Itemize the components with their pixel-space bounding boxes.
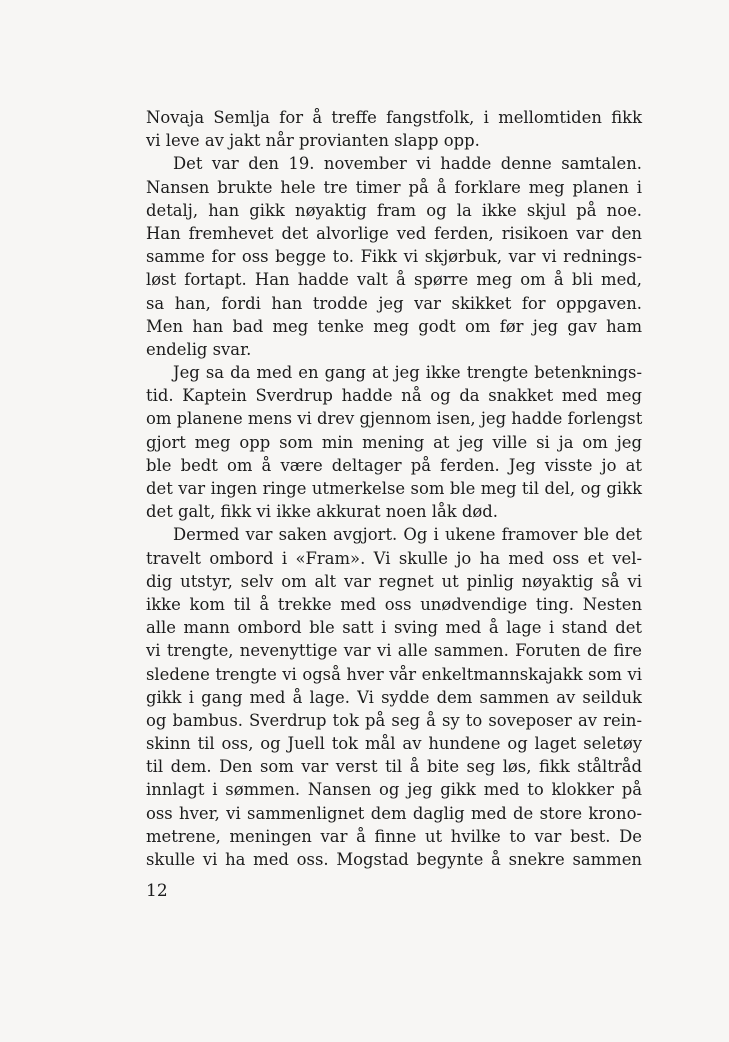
text-line: om planene mens vi drev gjennom isen, jeg hadde forlengst xyxy=(146,409,643,429)
text-line: travelt ombord i «Fram». Vi skulle jo ha med oss et vel- xyxy=(146,548,642,568)
text-line: innlagt i sømmen. Nansen og jeg gikk med to klokker på xyxy=(146,780,642,800)
paragraph xyxy=(146,152,642,361)
text-line: gjort meg opp som min mening at jeg ville si ja om jeg xyxy=(146,432,642,452)
paragraph xyxy=(146,523,642,871)
paragraph xyxy=(146,361,642,523)
text-line: Nansen brukte hele tre timer på å forklare meg planen i xyxy=(146,177,642,197)
text-line: Men han bad meg tenke meg godt om før jeg gav ham xyxy=(146,316,642,336)
text-line: Han fremhevet det alvorlige ved ferden, risikoen var den xyxy=(146,223,642,243)
text-line: samme for oss begge to. Fikk vi skjørbuk, var vi rednings- xyxy=(146,247,642,267)
text-line: gikk i gang med å lage. Vi sydde dem sammen av seilduk xyxy=(146,687,642,707)
text-line: og bambus. Sverdrup tok på seg å sy to soveposer av rein- xyxy=(146,710,642,730)
text-line: oss hver, vi sammenlignet dem daglig med de store krono- xyxy=(146,803,642,823)
text-line: skulle vi ha med oss. Mogstad begynte å snekre sammen xyxy=(146,850,642,869)
text-line: til dem. Den som var verst til å bite seg løs, fikk ståltråd xyxy=(146,757,642,777)
text-line: vi trengte, nevenyttige var vi alle sammen. Foruten de fire xyxy=(146,641,642,661)
text-line: Jeg sa da med en gang at jeg ikke trengte betenknings- xyxy=(173,363,642,383)
text-line: sa han, fordi han trodde jeg var skikket for oppgaven. xyxy=(146,293,642,313)
text-line: Det var den 19. november vi hadde denne samtalen. xyxy=(173,154,642,174)
paragraph xyxy=(146,106,642,152)
text-line: Dermed var saken avgjort. Og i ukene framover ble det xyxy=(173,525,642,545)
text-line: Novaja Semlja for å treffe fangstfolk, i mellomtiden fikk xyxy=(146,108,642,127)
text-line: sledene trengte vi også hver vår enkeltmannskajakk som vi xyxy=(146,664,642,684)
text-line: dig utstyr, selv om alt var regnet ut pinlig nøyaktig så vi xyxy=(146,571,642,591)
text-line: metrene, meningen var å finne ut hvilke to var best. De xyxy=(146,826,642,846)
text-line: endelig svar. xyxy=(146,339,252,359)
text-line: vi leve av jakt når provianten slapp opp. xyxy=(146,131,480,151)
text-line: tid. Kaptein Sverdrup hadde nå og da snakket med meg xyxy=(146,386,642,406)
text-line: ikke kom til å trekke med oss unødvendige ting. Nesten xyxy=(146,594,642,614)
text-line: det var ingen ringe utmerkelse som ble meg til del, og gikk xyxy=(146,479,642,498)
text-line: detalj, han gikk nøyaktig fram og la ikke skjul på noe. xyxy=(146,200,642,220)
text-line: skinn til oss, og Juell tok mål av hundene og laget seletøy xyxy=(146,734,642,754)
text-line: det galt, fikk vi ikke akkurat noen låk død. xyxy=(146,502,498,522)
page-number: 12 xyxy=(146,881,168,901)
text-line: løst fortapt. Han hadde valt å spørre meg om å bli med, xyxy=(146,270,642,290)
text-line: ble bedt om å være deltager på ferden. Jeg visste jo at xyxy=(146,455,642,475)
text-line: alle mann ombord ble satt i sving med å lage i stand det xyxy=(146,618,642,638)
body-text xyxy=(146,106,642,871)
